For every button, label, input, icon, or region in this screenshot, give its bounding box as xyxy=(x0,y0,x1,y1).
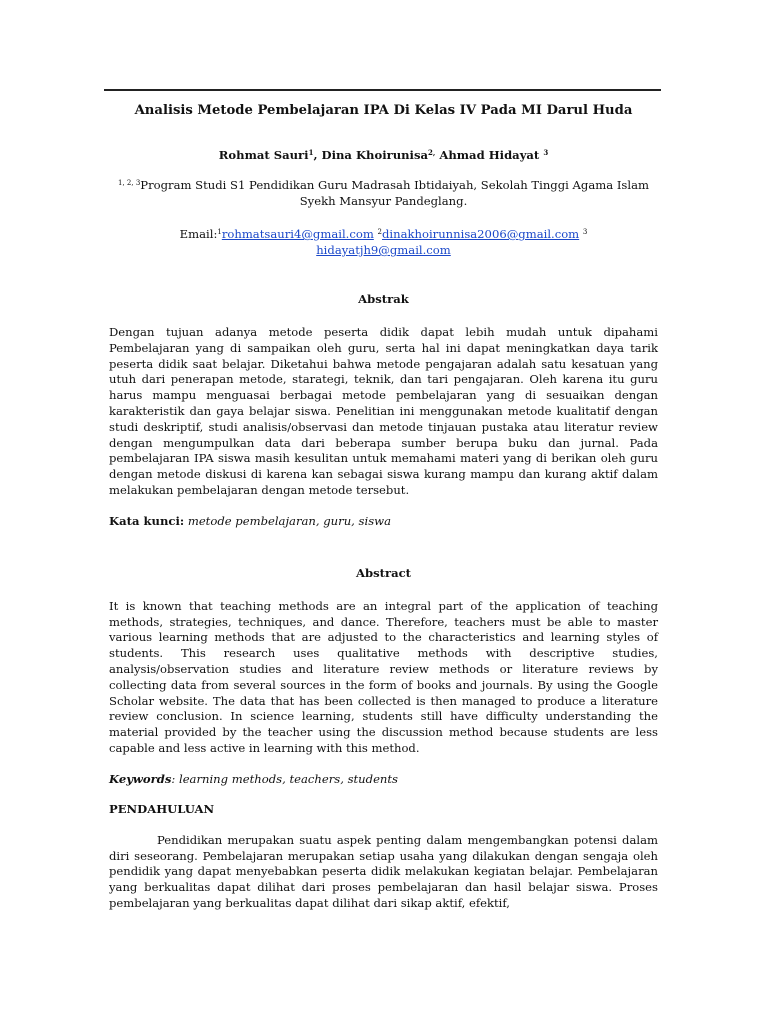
email-3-sup: 3 xyxy=(582,228,588,236)
keywords-label: Keywords xyxy=(109,771,172,786)
abstract-heading: Abstract xyxy=(355,565,412,580)
email-link-2[interactable]: dinakhoirunnisa2006@gmail.com xyxy=(381,227,580,241)
abstract-text: It is known that teaching methods are an integral part of the application of teaching methods, strategies, techniques, and dance. Therefore, teachers must be able to master various learning methods that are adjusted to the characteristics and learning styles of students. This research uses qualitative methods with descriptive studies, analysis/observation studies and literature review methods or literature reviews by collecting data from several sources in the form of books and journals. By using the Google Scholar website. The data that has been collected is then managed to produce a literature review conclusion. In science learning, students still have difficulty understanding the material provided by the teacher using the discussion method because students are less capable and less active in learning with this method. xyxy=(109,598,658,755)
author-3: Ahmad Hidayat xyxy=(435,148,544,162)
abstrak-heading: Abstrak xyxy=(358,292,409,306)
pendahuluan-heading: PENDAHULUAN xyxy=(109,801,215,816)
affiliation-line-1: Program Studi S1 Pendidikan Guru Madrasah Ibtidaiyah, Sekolah Tinggi Agama Islam xyxy=(140,178,649,192)
keywords xyxy=(109,771,658,787)
email-link-3[interactable]: hidayatjh9@gmail.com xyxy=(316,243,451,257)
email-link-1[interactable]: rohmatsauri4@gmail.com xyxy=(221,227,374,241)
affiliation-sup: 1, 2, 3 xyxy=(118,179,141,187)
author-1: Rohmat Sauri xyxy=(218,148,309,162)
email-line xyxy=(109,226,658,258)
top-rule xyxy=(104,89,661,91)
author-2-sup: 2, xyxy=(428,148,436,157)
email-1-sup: 1 xyxy=(217,228,222,236)
paper-title: Analisis Metode Pembelajaran IPA Di Kelas IV Pada MI Darul Huda xyxy=(134,103,633,118)
author-1-sup: 1 xyxy=(308,148,314,157)
author-sep: , xyxy=(313,148,322,162)
email-label: Email: xyxy=(179,227,218,241)
paper-page xyxy=(109,102,658,912)
pendahuluan-text: Pendidikan merupakan suatu aspek penting dalam mengembangkan potensi dalam diri seseorang. Pembelajaran merupakan setiap usaha yang dilakukan dengan sengaja oleh pendidik yang dapat menyebabkan peserta didik melakukan kegiatan belajar. Pembelajaran yang berkualitas dapat dilihat dari proses pembelajaran dan hasil belajar siswa. Proses pembelajaran yang berkualitas dapat dilihat dari sikap aktif, efektif, xyxy=(109,832,658,910)
author-2: Dina Khoirunisa xyxy=(321,148,429,162)
kata-kunci xyxy=(109,513,658,529)
kata-kunci-label: Kata kunci: xyxy=(109,513,185,528)
affiliation-line-2: Syekh Mansyur Pandeglang. xyxy=(299,194,468,208)
abstrak-text: Dengan tujuan adanya metode peserta didik dapat lebih mudah untuk dipahami Pembelajaran yang di sampaikan oleh guru, serta hal ini dapat meningkatkan daya tarik peserta didik saat belajar. Diketahui bahwa metode pengajaran adalah satu kesatuan yang utuh dari penerapan metode, starategi, teknik, dan tari pengajaran. Oleh karena itu guru harus mampu menguasai berbagai metode pembelajaran yang di sesuaikan dengan karakteristik dan gaya belajar siswa. Penelitian ini menggunakan metode kualitatif dengan studi deskriptif, studi analisis/observasi dan metode tinjauan pustaka atau literatur review dengan mengumpulkan data dari beberapa sumber berupa buku dan jurnal. Pada pembelajaran IPA siswa masih kesulitan untuk memahami materi yang di berikan oleh guru dengan metode diskusi di karena kan sebagai siswa kurang mampu dan kurang aktif dalam melakukan pembelajaran dengan metode tersebut. xyxy=(109,325,658,497)
keywords-text: : learning methods, teachers, students xyxy=(171,771,399,786)
author-3-sup: 3 xyxy=(543,148,549,157)
email-2-sup: 2 xyxy=(377,228,382,236)
author-line xyxy=(109,147,658,163)
kata-kunci-text: metode pembelajaran, guru, siswa xyxy=(184,513,391,528)
affiliation xyxy=(109,177,658,209)
